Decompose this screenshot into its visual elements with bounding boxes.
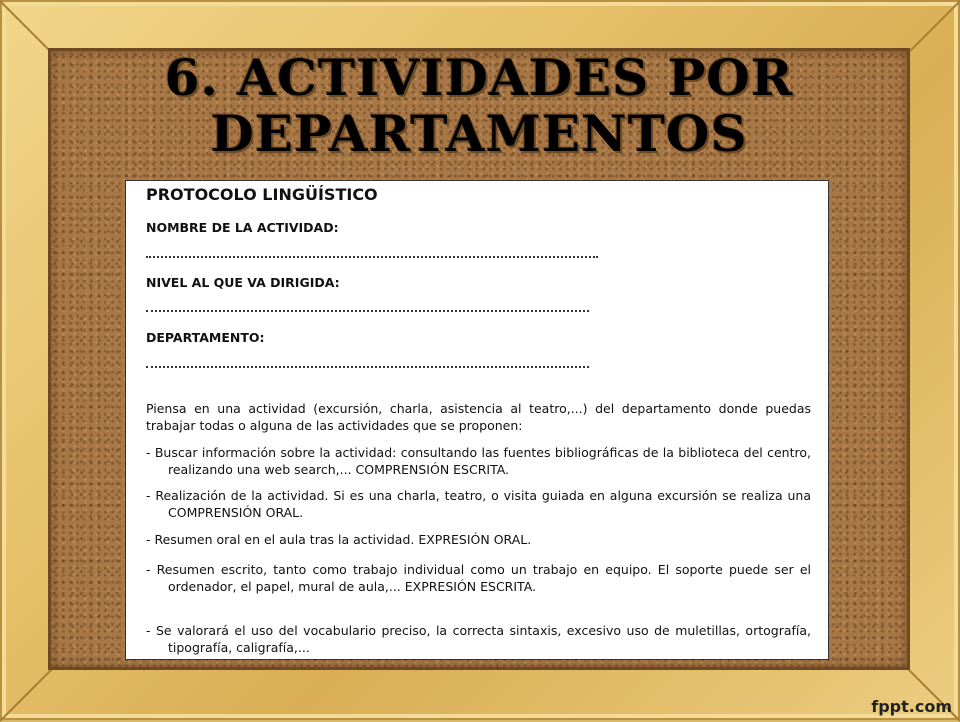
- frame-corner-top-left: [0, 0, 53, 54]
- list-item: - Resumen escrito, tanto como trabajo individual como un trabajo en equipo. El soporte puede ser el ordenador, el papel, mural de aula,... EXPRESIÓN ESCRITA.: [146, 562, 811, 594]
- slide-title: 6. ACTIVIDADES POR DEPARTAMENTOS: [164, 48, 794, 163]
- field-blank-activity-name: [146, 256, 598, 260]
- document-heading: PROTOCOLO LINGÜÍSTICO: [146, 185, 378, 204]
- brand-watermark: fppt.com: [871, 697, 952, 716]
- field-label-activity-name: NOMBRE DE LA ACTIVIDAD:: [146, 220, 339, 235]
- list-item: - Resumen oral en el aula tras la actividad. EXPRESIÓN ORAL.: [146, 532, 532, 547]
- frame-corner-bottom-left: [0, 668, 53, 722]
- field-label-level: NIVEL AL QUE VA DIRIGIDA:: [146, 275, 340, 290]
- field-blank-department: [146, 366, 589, 370]
- frame-corner-top-right: [907, 0, 960, 54]
- protocol-document: [125, 180, 829, 660]
- list-item: - Se valorará el uso del vocabulario preciso, la correcta sintaxis, excesivo uso de muletillas, ortografía, tipografía, caligrafía,...: [146, 623, 811, 655]
- list-item: - Realización de la actividad. Si es una charla, teatro, o visita guiada en alguna excursión se realiza una COMPRENSIÓN ORAL.: [146, 488, 811, 520]
- list-item: - Buscar información sobre la actividad: consultando las fuentes bibliográficas de la biblioteca del centro, realizando una web search,... COMPRENSIÓN ESCRITA.: [146, 445, 811, 477]
- field-label-department: DEPARTAMENTO:: [146, 330, 265, 345]
- intro-paragraph: Piensa en una actividad (excursión, charla, asistencia al teatro,...) del departamento donde puedas trabajar todas o alguna de las actividades que se proponen:: [146, 401, 811, 433]
- field-blank-level: [146, 310, 589, 314]
